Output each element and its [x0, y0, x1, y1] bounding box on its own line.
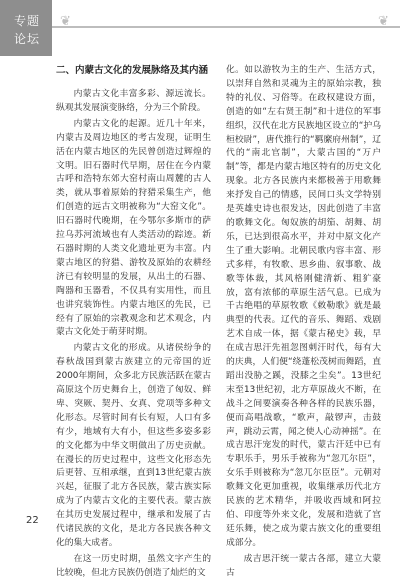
- paragraph: 内蒙古文化丰富多彩、源远流长。纵观其发展演变脉络，分为三个阶段。: [56, 89, 211, 113]
- right-column: [226, 64, 381, 578]
- paragraph: 内蒙古文化的形成。从诸侯纷争的春秋战国到蒙古族建立的元帝国的近2000年期间，众多北方民族活跃在蒙古高原这个历史舞台上，创造了匈奴、鲜卑、突厥、契丹、女真、党项等多种文化形态。尽管时间有长有短，人口有多有少，地域有大有小，但这些多姿多彩的文化都为中华文明做出了历史贡献。在漫长的历史过程中，这些文化形态先后更替、互相承继，直到13世纪蒙古族兴起，征服了北方各民族，蒙古族实际成为了内蒙古文化的主要代表。蒙古族在其历史发展过程中，继承和发展了古代诸民族的文化，是北方各民族各种文化的集大成者。: [56, 343, 211, 548]
- paragraph: 化。如以游牧为主的生产、生活方式，以崇拜自然和灵魂为主的原始宗教，独特的礼仪、习俗等。在政权建设方面，创造的如“左右贤王制”和十进位的军事组织，汉代在北方民族地区设立的“护乌桓校尉”，唐代推行的“羁縻府州制”，辽代的“南北官制”，大蒙古国的“万户制”等，都是内蒙古地区特有的历史文化现象。北方各民族内来都极善于用歌舞来抒发自己的情感，民间口头文学特别是英雄史诗也很发达，因此创造了丰富的歌舞文化。匈奴族的胡笳、胡舞、胡乐，已达到很高水平，并对中原文化产生了重大影响。北朝民歌内容丰富、形式多样，有牧歌、思乡曲、叙事歌、战歌等体裁，其风格刚健清新、粗犷豪放，富有浓郁的草原生活气息。已成为千古绝唱的草原牧歌《敕勒歌》就是最典型的代表。辽代的音乐、舞蹈、戏剧艺术自成一体，据《蒙古秘史》载，早在成吉思汗先祖忽图刺汗时代，每有大的庆典，人们便“绕蓬松茂树而舞蹈，直蹈出没胁之蹊，没膝之尘矣”。13世纪末至13世纪初，北方草原战火不断，在战斗之间要演奏各种各样的民族乐器，便而高唱战歌，“歌声，敲锣声，击鼓声，跳动云霄，闻之使人心动神摇”。在成吉思汗宠发的时代，蒙古汗廷中已有专职乐手，男乐手被称为“忽兀尔臣”，女乐手则被称为“忽兀尔臣臣”。元朝对歌舞文化更加重视，收集继承历代北方民族的艺术精华，并吸收西域和阿拉伯、印度等外来文化，发展和造就了宫廷乐舞，使之成为蒙古族文化的重要组成部分。: [226, 65, 381, 548]
- page-header: [0, 0, 400, 56]
- paragraph: 成吉思汗统一蒙古各部，建立大蒙古: [226, 553, 381, 578]
- header-rule: [52, 26, 400, 28]
- paragraph: 内蒙古文化的起源。近几十年来，内蒙古及周边地区的考古发现，证明生活在内蒙古地区的先民曾创造过辉煌的文明。旧石器时代早期，居住在今内蒙古呼和浩特东郊大窑村南山周麓的古人类，就从事着原始的狩猎采集生产，他们创造的远古文明被称为“大窑文化”。旧石器时代晚期，在今鄂尔多斯市的萨拉乌苏河流域也有人类活动的踪迹。新石器时期的人类文化遗址更为丰富。内蒙古地区的狩猎、游牧及原始的农耕经济已有较明显的发展，从出土的石器、陶器和玉器看，不仅具有实用性，而且也讲究装饰性。内蒙古地区的先民，已经有了原始的宗教观念和艺术观念，内蒙古文化处于萌芽时期。: [56, 118, 211, 338]
- page-number: 22: [26, 515, 39, 526]
- paragraph: 在这一历史时期，虽然文字产生的比较晚，但北方民族仍创造了灿烂的文: [56, 553, 211, 578]
- left-column: [56, 64, 211, 578]
- ornament-swirl-icon: ❦: [60, 14, 71, 29]
- column-tag-line1: 专题: [14, 14, 41, 28]
- section-heading: 二、内蒙古文化的发展脉络及其内涵: [56, 65, 209, 76]
- article-body: [56, 64, 382, 578]
- ornament-swirl-icon: ❦: [378, 14, 389, 29]
- column-tag-line2: 论坛: [14, 32, 41, 46]
- column-tag: [0, 0, 52, 56]
